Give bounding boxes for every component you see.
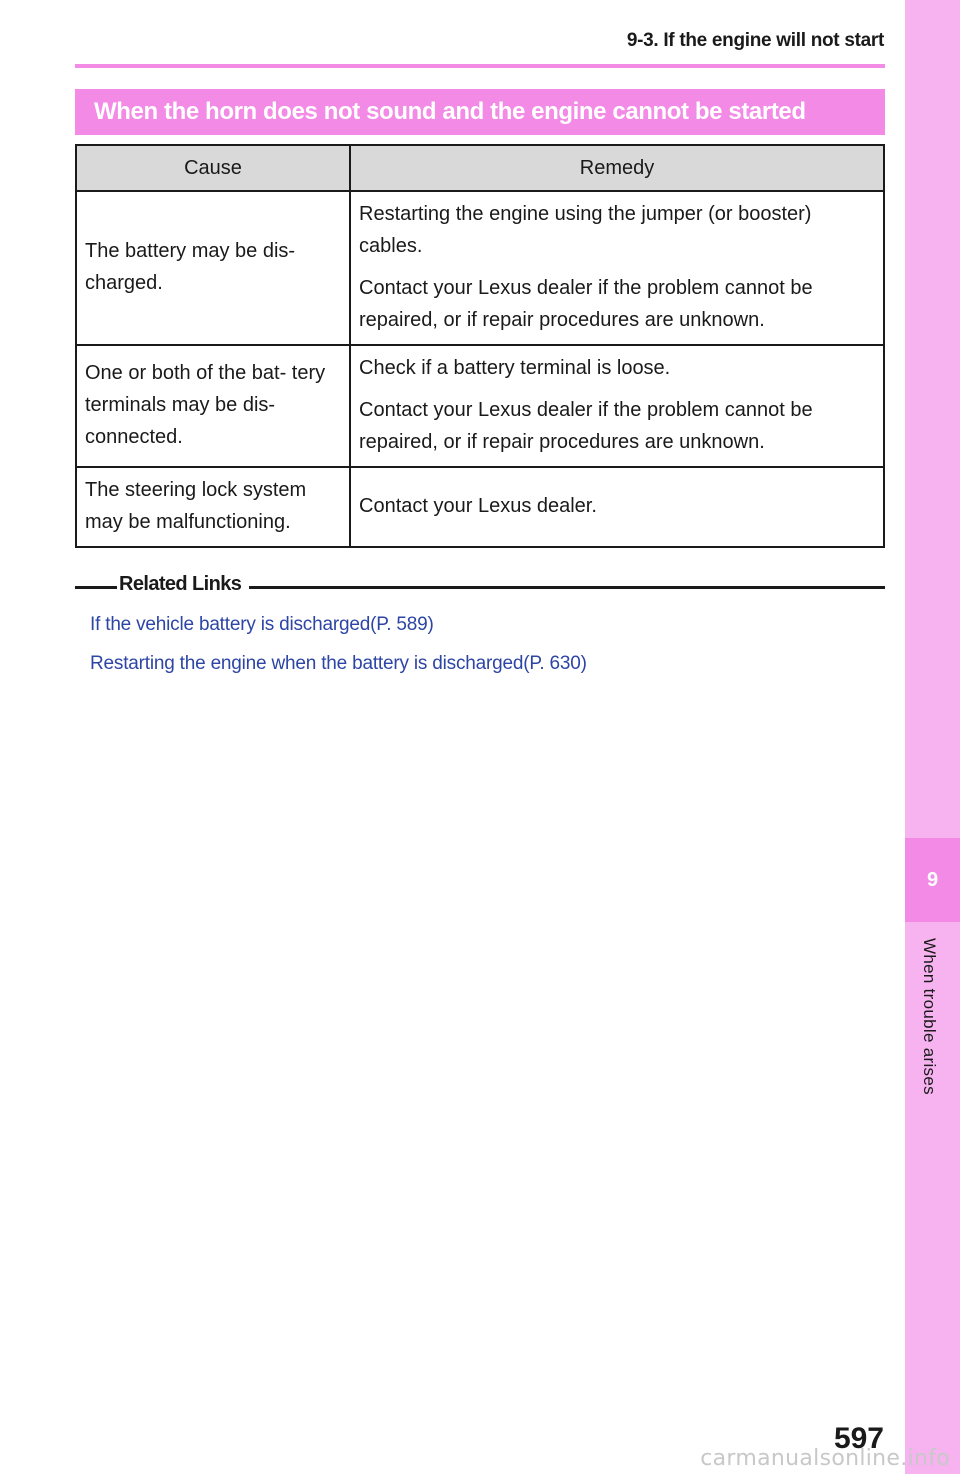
- heading-rule-right: [249, 586, 885, 589]
- cause-text: The battery may be dis- charged.: [85, 240, 296, 294]
- remedy-cell: [350, 345, 884, 467]
- chapter-label: When trouble arises: [920, 938, 939, 1095]
- remedy-text: Contact your Lexus dealer if the problem cannot be repaired, or if repair procedures are unknown.: [359, 277, 813, 331]
- cause-remedy-table: [75, 144, 885, 548]
- remedy-text: Restarting the engine using the jumper (or booster) cables.: [359, 203, 812, 257]
- related-link-battery-discharged[interactable]: If the vehicle battery is discharged(P. 589): [90, 614, 434, 635]
- page-header-title: 9-3. If the engine will not start: [626, 30, 884, 51]
- header-divider: [75, 64, 885, 68]
- remedy-text: Contact your Lexus dealer.: [359, 495, 597, 517]
- remedy-cell: [350, 467, 884, 547]
- section-title-banner: When the horn does not sound and the engine cannot be started: [75, 89, 885, 135]
- column-header-remedy: Remedy: [350, 145, 884, 191]
- table-header-row: [76, 145, 884, 191]
- remedy-text: Contact your Lexus dealer if the problem cannot be repaired, or if repair procedures are unknown.: [359, 399, 813, 453]
- remedy-text: Check if a battery terminal is loose.: [359, 357, 671, 379]
- table-row: [76, 191, 884, 345]
- cause-cell: [76, 345, 350, 467]
- cause-cell: [76, 467, 350, 547]
- heading-rule-left: [75, 586, 117, 589]
- related-links-heading: [75, 572, 885, 602]
- related-links-list: [90, 612, 870, 690]
- table-row: [76, 467, 884, 547]
- related-links-title: Related Links: [119, 573, 242, 595]
- chapter-side-tab: [905, 0, 960, 1474]
- remedy-cell: [350, 191, 884, 345]
- cause-text: The steering lock system may be malfunctioning.: [85, 479, 307, 533]
- watermark: carmanualsonline.info: [700, 1446, 950, 1471]
- table-row: [76, 345, 884, 467]
- chapter-number[interactable]: 9: [905, 838, 960, 922]
- page-number: 597: [833, 1422, 884, 1455]
- cause-cell: [76, 191, 350, 345]
- column-header-cause: Cause: [76, 145, 350, 191]
- related-link-restart-engine[interactable]: Restarting the engine when the battery is discharged(P. 630): [90, 653, 587, 674]
- cause-text: One or both of the bat- tery terminals may be dis- connected.: [85, 362, 326, 448]
